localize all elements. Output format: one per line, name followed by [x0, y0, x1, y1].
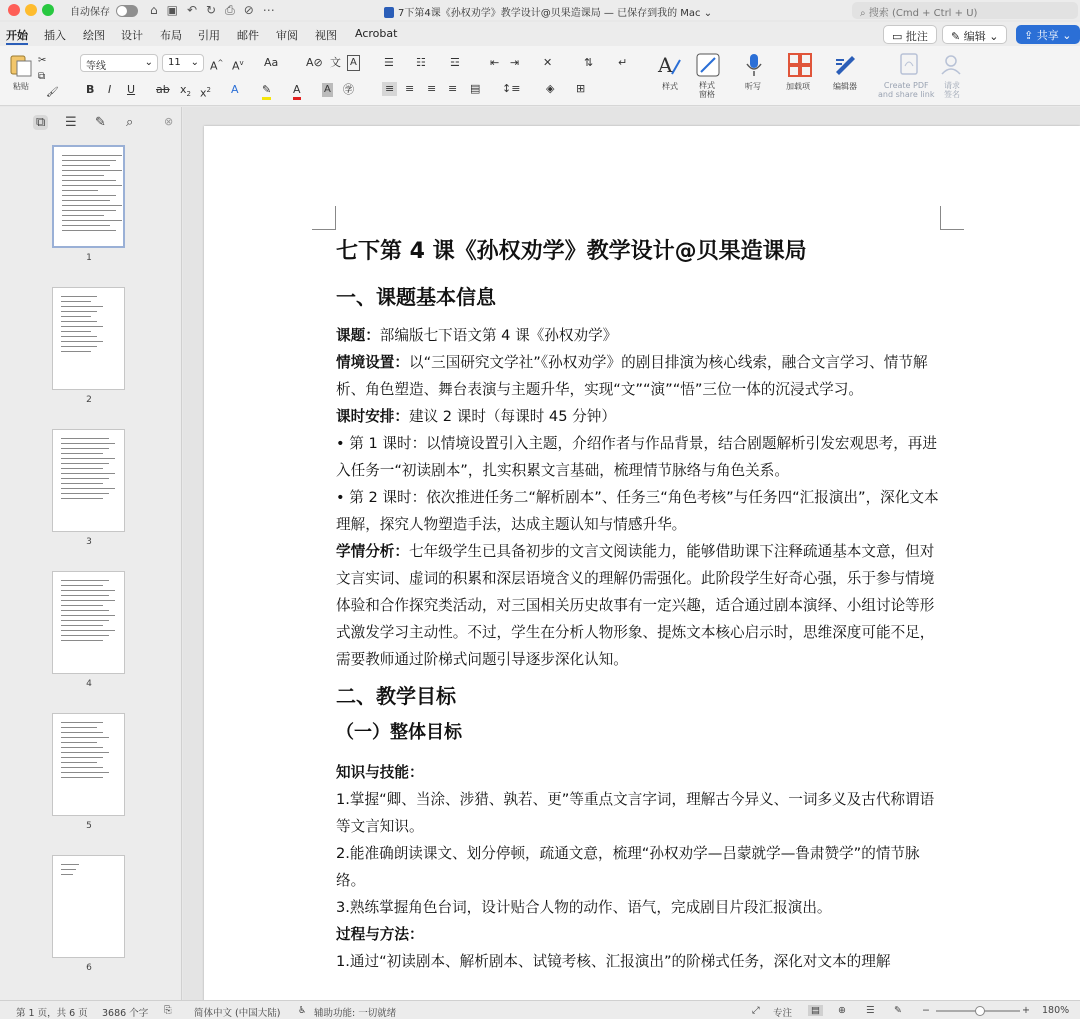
page-number-label: 4: [86, 679, 92, 689]
justify-button[interactable]: ≡: [448, 82, 458, 95]
thumbnail-text-line: [61, 620, 109, 621]
borders-icon[interactable]: ⊞: [576, 82, 586, 95]
thumbnail-text-line: [61, 306, 103, 307]
page-number-label: 1: [86, 253, 92, 263]
tab-view[interactable]: 视图: [315, 29, 337, 42]
thumbnail-text-line: [62, 160, 116, 161]
analysis-text: 七年级学生已具备初步的文言文阅读能力，能够借助课下注释疏通基本文意，但对文言实词、虚词的积累和深层语境含义的理解仍需强化。此阶段学生好奇心强，乐于参与情境体验和合作探究类活动，对三国相关历史故事有一定兴趣，适合通过剧本演绎、小组讨论等形式激发学习主动性。不过，学生在分析人物形象、提炼文本核心启示时，思维深度可能不足，需要教师通过阶梯式问题引导逐步深化认知。: [336, 543, 935, 668]
thumbnail-text-line: [61, 727, 97, 728]
ribbon-home: [0, 46, 1080, 106]
thumbnail-text-line: [61, 498, 103, 499]
align-left-button[interactable]: ≡: [382, 82, 397, 96]
paragraph-schedule: [336, 403, 946, 430]
search-icon[interactable]: ⌕: [126, 115, 134, 130]
editor-icon[interactable]: [832, 52, 858, 78]
thumbnail-text-line: [61, 869, 76, 870]
tab-references[interactable]: 引用: [198, 29, 220, 42]
thumbnail-text-line: [61, 777, 103, 778]
thumbnail-text-line: [61, 747, 103, 748]
page-thumbnail[interactable]: [52, 713, 125, 816]
close-pane-icon[interactable]: ⊗: [164, 115, 174, 128]
svg-text:A: A: [658, 53, 673, 77]
thumbnail-text-line: [61, 296, 97, 297]
comment-label: 批注: [905, 30, 928, 43]
cut-icon[interactable]: ✂: [38, 55, 47, 66]
page-thumbnails: [0, 137, 182, 1000]
thumbnail-text-line: [61, 448, 109, 449]
addins-icon[interactable]: [787, 52, 813, 78]
page-thumbnail[interactable]: [52, 571, 125, 674]
bold-button[interactable]: B: [86, 83, 95, 96]
thumbnail-text-line: [61, 580, 109, 581]
document-body[interactable]: [336, 238, 946, 975]
font-name-select[interactable]: [80, 54, 158, 72]
create-pdf-label: Create PDF and share link: [878, 81, 935, 99]
thumbnail-text-line: [61, 473, 115, 474]
edit-view-icon[interactable]: ✎: [95, 115, 106, 130]
thumbnail-text-line: [61, 864, 79, 865]
thumbnail-text-line: [62, 200, 110, 201]
styles-pane-icon[interactable]: [695, 52, 721, 78]
copy-icon[interactable]: ⧉: [38, 71, 46, 82]
accessibility-status[interactable]: 辅助功能: 一切就绪: [314, 1008, 397, 1019]
thumbnail-text-line: [61, 590, 115, 591]
grow-font-icon[interactable]: A^: [210, 59, 224, 73]
topic-text: 部编版七下语文第 4 课《孙权劝学》: [379, 327, 618, 344]
create-pdf-icon[interactable]: [896, 52, 922, 78]
thumbnail-text-line: [61, 722, 103, 723]
thumbnail-text-line: [62, 185, 122, 186]
editor-label: 编辑器: [833, 82, 857, 91]
tab-design[interactable]: 设计: [121, 29, 143, 42]
proofing-icon[interactable]: ⎘: [164, 1005, 172, 1016]
thumbnail-text-line: [61, 600, 115, 601]
paragraph-lesson-1: • 第 1 课时：以情境设置引入主题，介绍作者与作品背景，结合剧题解析引发宏观思考，再进入任务一“初读剧本”，扎实积累文言基础，梳理情节脉络与角色关系。: [336, 435, 937, 479]
page-thumbnail[interactable]: [52, 145, 125, 248]
italic-button[interactable]: I: [108, 83, 112, 96]
numbering-icon[interactable]: ☷: [416, 56, 426, 69]
chevron-down-icon: ⌄: [144, 57, 153, 68]
print-layout-icon[interactable]: ▤: [808, 1005, 823, 1016]
subscript-button[interactable]: $x_2$: [180, 83, 191, 99]
text-effects-icon[interactable]: A: [231, 83, 239, 96]
thumbnail-text-line: [61, 762, 97, 763]
thumbnail-text-line: [61, 737, 109, 738]
thumbnail-text-line: [61, 757, 103, 758]
paragraph-topic: [336, 322, 946, 349]
addins-label: 加载项: [786, 82, 810, 91]
autosave-label: 自动保存: [70, 7, 110, 18]
asian-layout-icon[interactable]: ✕: [543, 56, 553, 69]
font-size-value: 11: [168, 57, 181, 68]
styles-icon[interactable]: [656, 52, 682, 78]
redo-icon[interactable]: ↻: [206, 3, 217, 17]
more-icon[interactable]: ⋯: [262, 3, 275, 17]
zoom-window-button[interactable]: [42, 4, 54, 16]
thumbnail-text-line: [61, 483, 103, 484]
thumbnail-text-line: [62, 170, 122, 171]
thumbnail-text-line: [61, 493, 109, 494]
thumbnail-text-line: [61, 752, 109, 753]
document-page: [204, 126, 1080, 1000]
thumbnail-text-line: [62, 190, 98, 191]
share-label: 共享: [1036, 29, 1059, 42]
topic-label: 课题：: [336, 327, 380, 344]
thumbnail-text-line: [61, 605, 103, 606]
customize-icon[interactable]: ⊘: [243, 3, 254, 17]
increase-indent-icon[interactable]: ⇥: [510, 56, 520, 69]
thumbnail-text-line: [62, 220, 122, 221]
thumbnail-text-line: [61, 438, 109, 439]
tab-acrobat[interactable]: Acrobat: [355, 27, 398, 40]
paste-icon[interactable]: [8, 52, 34, 78]
thumbnail-text-line: [61, 346, 97, 347]
zoom-out-button[interactable]: −: [922, 1005, 930, 1016]
share-icon: ⇪: [1024, 29, 1037, 42]
thumbnail-text-line: [61, 630, 115, 631]
thumbnail-text-line: [62, 215, 104, 216]
focus-label[interactable]: 专注: [773, 1008, 793, 1019]
thumbnail-text-line: [62, 180, 116, 181]
page-thumbnail[interactable]: [52, 429, 125, 532]
thumbnail-text-line: [62, 195, 116, 196]
thumbnail-text-line: [61, 478, 109, 479]
thumbnail-text-line: [61, 732, 103, 733]
enclose-character-icon[interactable]: ㊫: [343, 83, 354, 96]
word-doc-icon: [384, 7, 394, 18]
autosave-toggle[interactable]: [116, 5, 138, 17]
save-icon[interactable]: ▣: [166, 3, 178, 17]
decrease-indent-icon[interactable]: ⇤: [490, 56, 500, 69]
language[interactable]: 简体中文 (中国大陆): [194, 1008, 281, 1019]
page-number-label: 6: [86, 963, 92, 973]
document-title[interactable]: 7下第4课《孙权劝学》教学设计@贝果造课局 — 已保存到我的 Mac ⌄: [384, 4, 712, 19]
edit-label: 编辑: [963, 30, 986, 43]
heading-objectives: 二、教学目标: [336, 684, 456, 708]
tab-mailings[interactable]: 邮件: [237, 29, 259, 42]
paragraph-k2: 2.能准确朗读课文、划分停顿，疏通文意，梳理“孙权劝学—吕蒙就学—鲁肃赞学”的情节脉络。: [336, 845, 920, 889]
thumbnail-text-line: [61, 488, 115, 489]
thumbnail-text-line: [61, 468, 103, 469]
page-count[interactable]: 第 1 页，共 6 页: [16, 1008, 88, 1019]
bullets-icon[interactable]: ☰: [384, 56, 394, 69]
thumbnails-view-icon[interactable]: ⧉: [33, 115, 48, 130]
status-bar: [0, 1000, 1080, 1019]
focus-icon[interactable]: ⤢: [752, 1005, 760, 1016]
zoom-level[interactable]: 180%: [1042, 1005, 1070, 1016]
tab-layout[interactable]: 布局: [160, 29, 182, 42]
thumbnail-text-line: [61, 311, 97, 312]
thumbnail-text-line: [61, 742, 97, 743]
format-painter-icon[interactable]: 🖌: [46, 87, 59, 98]
font-name-value: 等线: [86, 61, 106, 72]
search-input[interactable]: [852, 2, 1078, 19]
paragraph-analysis: [336, 538, 946, 673]
chevron-down-icon: ⌄: [190, 57, 199, 68]
thumbnail-text-line: [61, 316, 91, 317]
thumbnail-text-line: [61, 458, 115, 459]
heading-overall-objectives: （一）整体目标: [336, 722, 462, 743]
thumbnail-text-line: [61, 635, 109, 636]
draft-icon[interactable]: ✎: [894, 1005, 902, 1016]
phonetic-guide-icon[interactable]: 文: [330, 56, 341, 69]
highlight-icon[interactable]: ✎: [262, 83, 271, 100]
paste-label: 粘贴: [13, 82, 29, 91]
zoom-in-button[interactable]: +: [1022, 1005, 1030, 1016]
comment-button[interactable]: [883, 25, 937, 44]
word-count[interactable]: 3686 个字: [102, 1008, 149, 1019]
page-number-label: 3: [86, 537, 92, 547]
ribbon-tabs: [0, 22, 1080, 46]
paragraph-process-label: [336, 921, 946, 948]
page-number-label: 5: [86, 821, 92, 831]
thumbnail-text-line: [61, 772, 109, 773]
undo-icon[interactable]: ↶: [186, 3, 198, 17]
analysis-label: 学情分析：: [336, 543, 409, 560]
styles-pane-label: 样式 窗格: [699, 81, 715, 99]
scene-text: 以“三国研究文学社”《孙权劝学》的剧目排演为核心线索，融合文言学习、情节解析、角色塑造、舞台表演与主题升华，实现“文”“演”“悟”三位一体的沉浸式学习。: [336, 354, 928, 398]
thumbnail-text-line: [61, 301, 91, 302]
show-marks-icon[interactable]: ↵: [618, 56, 628, 69]
thumbnail-text-line: [61, 331, 91, 332]
thumbnail-text-line: [61, 326, 103, 327]
paragraph-p1: 1.通过“初读剧本、解析剧本、试镜考核、汇报演出”的阶梯式任务，深化对文本的理解: [336, 953, 891, 970]
multilevel-list-icon[interactable]: ☲: [450, 56, 460, 69]
search-icon: ⌕: [860, 8, 869, 19]
align-center-button[interactable]: ≡: [405, 82, 415, 95]
paragraph-lesson-2: • 第 2 课时：依次推进任务二“解析剧本”、任务三“角色考核”与任务四“汇报演出”，深化文本理解，探究人物塑造手法，达成主题认知与情感升华。: [336, 489, 939, 533]
navigation-toolbar: [0, 107, 182, 137]
comment-icon: ▭: [892, 30, 906, 43]
thumbnail-text-line: [61, 463, 109, 464]
thumbnail-text-line: [61, 615, 115, 616]
schedule-label: 课时安排：: [336, 408, 409, 425]
accessibility-icon: ♿: [298, 1005, 307, 1016]
dictate-label: 听写: [745, 82, 761, 91]
thumbnail-text-line: [62, 230, 116, 231]
thumbnail-text-line: [62, 165, 110, 166]
superscript-button[interactable]: $x^2$: [200, 86, 211, 100]
thumbnail-text-line: [62, 155, 122, 156]
sort-icon[interactable]: ⇅: [584, 56, 594, 69]
styles-label: 样式: [662, 82, 678, 91]
thumbnail-text-line: [61, 625, 103, 626]
pencil-icon: ✎: [951, 30, 964, 43]
thumbnail-text-line: [61, 767, 103, 768]
thumbnail-text-line: [62, 205, 122, 206]
thumbnail-text-line: [61, 585, 103, 586]
edit-mode-button[interactable]: ✎ 编辑 ⌄: [942, 25, 1007, 44]
knowledge-label: 知识与技能：: [336, 764, 424, 781]
document-title-heading: 七下第 4 课《孙权劝学》教学设计@贝果造课局: [336, 239, 807, 264]
microphone-icon[interactable]: [741, 52, 767, 78]
character-border-icon[interactable]: A: [347, 55, 360, 71]
page-thumbnail[interactable]: [52, 287, 125, 390]
outline-icon[interactable]: ☰: [866, 1005, 875, 1016]
margin-corner-mark: [940, 206, 964, 230]
thumbnail-text-line: [61, 336, 97, 337]
scene-label: 情境设置：: [336, 354, 409, 371]
outline-view-icon[interactable]: ☰: [65, 115, 77, 130]
shrink-font-icon[interactable]: $A^v$: [232, 59, 244, 73]
tab-home[interactable]: 开始: [6, 29, 28, 42]
request-signature-icon[interactable]: [939, 52, 965, 78]
request-signature-label: 请求 签名: [944, 81, 960, 99]
close-window-button[interactable]: [8, 4, 20, 16]
thumbnail-text-line: [61, 351, 91, 352]
thumbnail-text-line: [61, 610, 109, 611]
document-title-text: 7下第4课《孙权劝学》教学设计@贝果造课局 — 已保存到我的 Mac: [398, 8, 701, 19]
thumbnail-text-line: [61, 321, 97, 322]
thumbnail-text-line: [61, 443, 115, 444]
home-icon[interactable]: ⌂: [150, 3, 158, 17]
zoom-slider-handle[interactable]: [975, 1006, 985, 1016]
print-icon[interactable]: ⎙: [225, 3, 235, 17]
tab-draw[interactable]: 绘图: [83, 29, 105, 42]
paragraph-knowledge-label: [336, 759, 946, 786]
font-size-select[interactable]: [162, 54, 204, 72]
thumbnail-text-line: [62, 225, 110, 226]
search-placeholder: 搜索 (Cmd + Ctrl + U): [868, 8, 978, 19]
align-right-button[interactable]: ≡: [427, 82, 437, 95]
font-color-icon[interactable]: A: [293, 83, 301, 100]
underline-button[interactable]: U: [127, 83, 136, 96]
change-case-button[interactable]: Aa: [264, 56, 279, 69]
page-thumbnail[interactable]: [52, 855, 125, 958]
thumbnail-text-line: [61, 453, 103, 454]
line-spacing-icon[interactable]: ↕≡: [502, 82, 521, 95]
paragraph-shading-icon[interactable]: ◈: [546, 82, 555, 95]
thumbnail-text-line: [61, 341, 103, 342]
thumbnail-text-line: [62, 210, 116, 211]
minimize-window-button[interactable]: [25, 4, 37, 16]
paragraph-scene: [336, 349, 946, 403]
web-layout-icon[interactable]: ⊕: [838, 1005, 846, 1016]
margin-corner-mark: [312, 206, 336, 230]
page-number-label: 2: [86, 395, 92, 405]
thumbnail-text-line: [61, 595, 109, 596]
thumbnail-text-line: [61, 640, 103, 641]
distributed-button[interactable]: ▤: [470, 82, 481, 95]
thumbnail-text-line: [62, 175, 104, 176]
shading-icon[interactable]: A: [324, 84, 331, 95]
heading-basic-info: 一、课题基本信息: [336, 285, 496, 309]
process-label: 过程与方法：: [336, 926, 424, 943]
paragraph-k1: 1.掌握“卿、当涂、涉猎、孰若、更”等重点文言字词，理解古今异义、一词多义及古代称谓语等文言知识。: [336, 791, 935, 835]
share-button[interactable]: ⇪ 共享 ⌄: [1016, 25, 1080, 44]
thumbnail-text-line: [61, 874, 73, 875]
schedule-text: 建议 2 课时（每课时 45 分钟）: [408, 408, 616, 425]
document-workspace: [183, 107, 1080, 1000]
strikethrough-button[interactable]: ab: [156, 83, 170, 96]
clear-format-icon[interactable]: A⊘: [306, 56, 323, 69]
tab-insert[interactable]: 插入: [44, 29, 66, 42]
paragraph-k3: 3.熟练掌握角色台词，设计贴合人物的动作、语气，完成剧目片段汇报演出。: [336, 899, 832, 916]
title-bar: [0, 0, 1080, 20]
tab-review[interactable]: 审阅: [276, 29, 298, 42]
